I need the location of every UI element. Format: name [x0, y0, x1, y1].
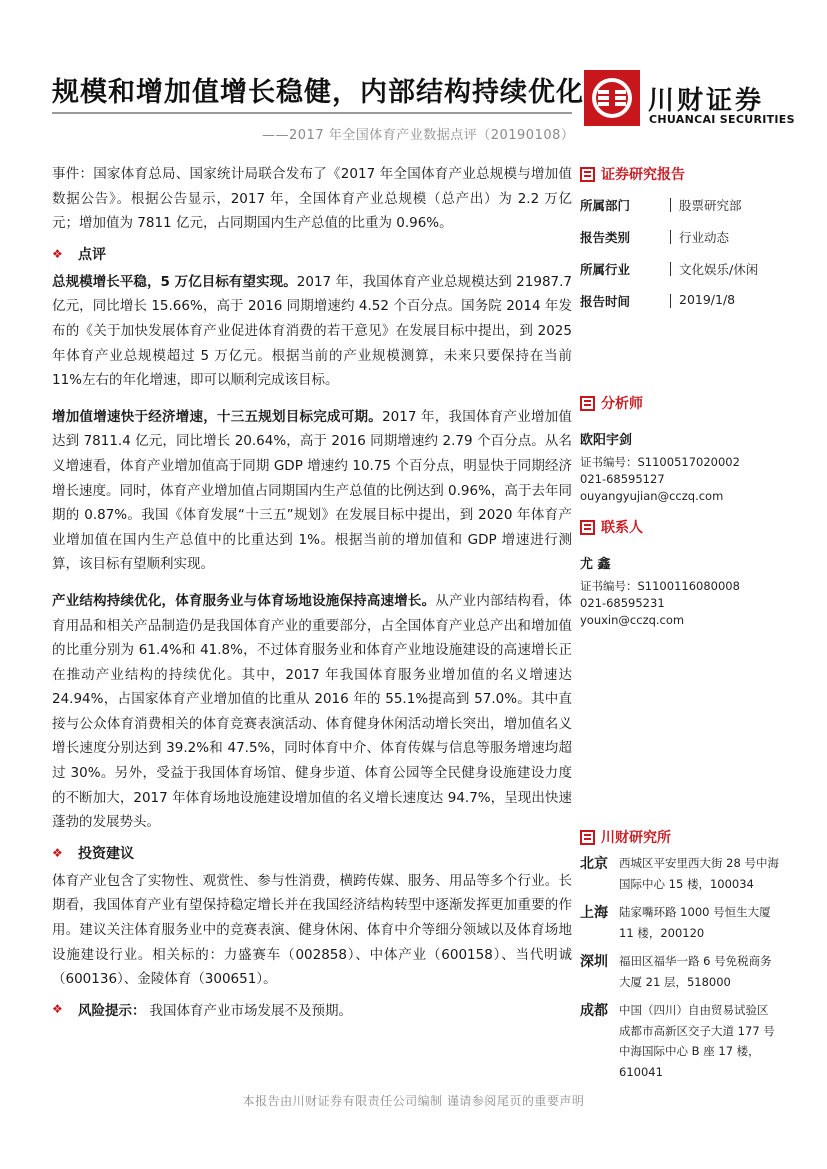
paragraph-text: 从产业内部结构看，体育用品和相关产品制造仍是我国体育产业的重要部分，占全国体育产业总产出和增加值的比重分别为 61.4%和 41.8%，不过体育服务业和体育产业地设施建设的高速增长正在推动产业结构的持续优化。其中，2017 年我国体育服务业增加值的名义增速达 24.94%，占国家体育产业增加值的比重从 2016 年的 55.1%提高到 57.0%。其中直接与公众体育消费相关的体育竞赛表演活动、体育健身休闲活动增长突出，增加值名义增长速度分别达到 39.2%和 47.5%，同时体育中介、体育传媒与信息等服务增速均超过 30%。另外，受益于我国体育场馆、健身步道、体育公园等全民健身设施建设力度的不断加大，2017 年体育场地设施建设增加值的名义增长速度达 94.7%，呈现出快速蓬勃的发展势头。	[52, 592, 572, 831]
chuancai-logo-icon	[584, 70, 640, 126]
office-address: 福田区福华一路 6 号免税商务大厦 21 层，518000	[619, 954, 772, 989]
meta-separator	[670, 198, 671, 212]
contact-name: 尤 鑫	[580, 557, 611, 572]
meta-key: 报告时间	[580, 294, 631, 309]
brand-name-cn: 川财证券	[648, 86, 765, 116]
institute-office	[580, 1000, 780, 1082]
analyst-person-icon	[580, 396, 595, 411]
analyst-panel	[580, 393, 780, 505]
meta-row-category	[580, 228, 780, 260]
section-heading-comment	[52, 245, 572, 263]
analyst-cert: 证书编号：S1100517020002	[580, 455, 740, 469]
meta-value: 文化娱乐/休闲	[679, 262, 759, 277]
office-city: 上海	[580, 905, 608, 921]
paragraph-text: 2017 年，我国体育产业总规模达到 21987.7 亿元，同比增长 15.66%，高于 2016 同期增速约 4.52 个百分点。国务院 2014 年发布的《关于加快发展体育产业促进体育消费的若干意见》在发展目标中提出，到 2025 年体育产业总规模超过 5 万亿元。根据当前的产业规模测算，未来只要保持在当前 11%左右的年化增速，即可以顺利完成该目标。	[52, 273, 573, 389]
comment-paragraph-3	[52, 589, 572, 835]
risk-text: 我国体育产业市场发展不及预期。	[149, 1002, 352, 1019]
section-title: 点评	[78, 246, 106, 263]
contact-phone: 021-68595231	[580, 596, 665, 610]
office-address: 陆家嘴环路 1000 号恒生大厦 11 楼，200120	[619, 905, 771, 940]
office-city: 成都	[580, 1003, 608, 1019]
meta-row-department	[580, 196, 780, 228]
comment-paragraph-1	[52, 270, 572, 393]
risk-label: 风险提示：	[78, 1002, 146, 1019]
meta-key: 所属部门	[580, 198, 631, 213]
meta-value: 2019/1/8	[679, 292, 736, 307]
institute-office	[580, 853, 780, 894]
header-divider	[52, 112, 572, 114]
meta-row-industry	[580, 260, 780, 292]
office-city: 深圳	[580, 954, 608, 970]
meta-row-date	[580, 292, 780, 324]
report-meta-panel	[580, 164, 780, 324]
page-title: 规模和增加值增长稳健，内部结构持续优化	[52, 77, 584, 108]
contact-title: 联系人	[601, 520, 643, 536]
risk-warning	[52, 999, 572, 1019]
report-document-icon	[580, 167, 595, 182]
section-heading-investment	[52, 844, 572, 862]
institute-office	[580, 902, 780, 943]
institute-heading	[580, 827, 780, 847]
page-footer-disclaimer: 本报告由川财证券有限责任公司编制 谨请参阅尾页的重要声明	[242, 1094, 585, 1108]
paragraph-lead: 总规模增长平稳，5 万亿目标有望实现。	[52, 273, 297, 290]
investment-paragraph: 体育产业包含了实物性、观赏性、参与性消费，横跨传媒、服务、用品等多个行业。长期看，我国体育产业有望保持稳定增长并在我国经济结构转型中逐渐发挥更加重要的作用。建议关注体育服务业中的竞赛表演、健身休闲、体育中介等细分领域以及体育场地设施建设行业。相关标的：力盛赛车（002858）、中体产业（600158）、当代明诚（600136）、金陵体育（300651）。	[52, 872, 572, 988]
paragraph-lead: 产业结构持续优化，体育服务业与体育场地设施保持高速增长。	[52, 592, 436, 609]
contact-cert: 证书编号：S1100116080008	[580, 579, 740, 593]
meta-value: 行业动态	[679, 230, 730, 245]
diamond-bullet-icon: ❖	[52, 246, 63, 261]
meta-separator	[670, 294, 671, 308]
analyst-phone: 021-68595127	[580, 472, 665, 486]
contact-person-icon	[580, 520, 595, 535]
meta-separator	[670, 230, 671, 244]
report-type-heading	[580, 164, 780, 184]
paragraph-lead: 增加值增速快于经济增速，十三五规划目标完成可期。	[52, 408, 383, 425]
report-body	[52, 162, 572, 1019]
event-paragraph: 事件：国家体育总局、国家统计局联合发布了《2017 年全国体育产业总规模与增加值数据公告》。根据公告显示，2017 年，全国体育产业总规模（总产出）为 2.2 万亿元；增加值为 7811 亿元，占同期国内生产总值的比重为 0.96%。	[52, 166, 572, 232]
office-address: 中国（四川）自由贸易试验区成都市高新区交子大道 177 号中海国际中心 B 座 17 楼，610041	[619, 1003, 775, 1079]
section-title: 投资建议	[78, 845, 134, 862]
paragraph-text: 2017 年，我国体育产业增加值达到 7811.4 亿元，同比增长 20.64%，高于 2016 同期增速约 2.79 个百分点。从名义增速看，体育产业增加值高于同期 GDP 增速约 10.75 个百分点，明显快于同期经济增长速度。同时，体育产业增加值占同期国内生产总值的比例达到 0.96%，高于去年同期的 0.87%。我国《体育发展“十三五”规划》在发展目标中提出，到 2020 年体育产业增加值在国内生产总值中的比重达到 1%。根据当前的增加值和 GDP 增速进行测算，该目标有望顺利实现。	[52, 408, 573, 573]
meta-key: 所属行业	[580, 262, 631, 277]
diamond-bullet-icon: ❖	[52, 1001, 63, 1016]
analyst-name: 欧阳宇剑	[580, 433, 633, 448]
institute-office	[580, 951, 780, 992]
contact-panel	[580, 517, 780, 629]
institute-building-icon	[580, 830, 595, 845]
institute-title: 川财研究所	[601, 830, 671, 846]
office-address: 西城区平安里西大街 28 号中海国际中心 15 楼，100034	[619, 856, 779, 891]
analyst-heading	[580, 393, 780, 413]
analyst-email[interactable]: ouyangyujian@cczq.com	[580, 489, 724, 503]
meta-separator	[670, 262, 671, 276]
report-type-title: 证券研究报告	[601, 167, 685, 183]
contact-heading	[580, 517, 780, 537]
institute-panel	[580, 827, 780, 1090]
meta-key: 报告类别	[580, 230, 631, 245]
contact-email[interactable]: youxin@cczq.com	[580, 613, 685, 627]
meta-value: 股票研究部	[679, 198, 742, 213]
analyst-title: 分析师	[601, 396, 643, 412]
diamond-bullet-icon: ❖	[52, 845, 63, 860]
brand-name-en: CHUANCAI SECURITIES	[649, 113, 795, 126]
page-subtitle: ——2017 年全国体育产业数据点评（20190108）	[262, 128, 575, 143]
office-city: 北京	[580, 856, 608, 872]
comment-paragraph-2	[52, 405, 572, 577]
